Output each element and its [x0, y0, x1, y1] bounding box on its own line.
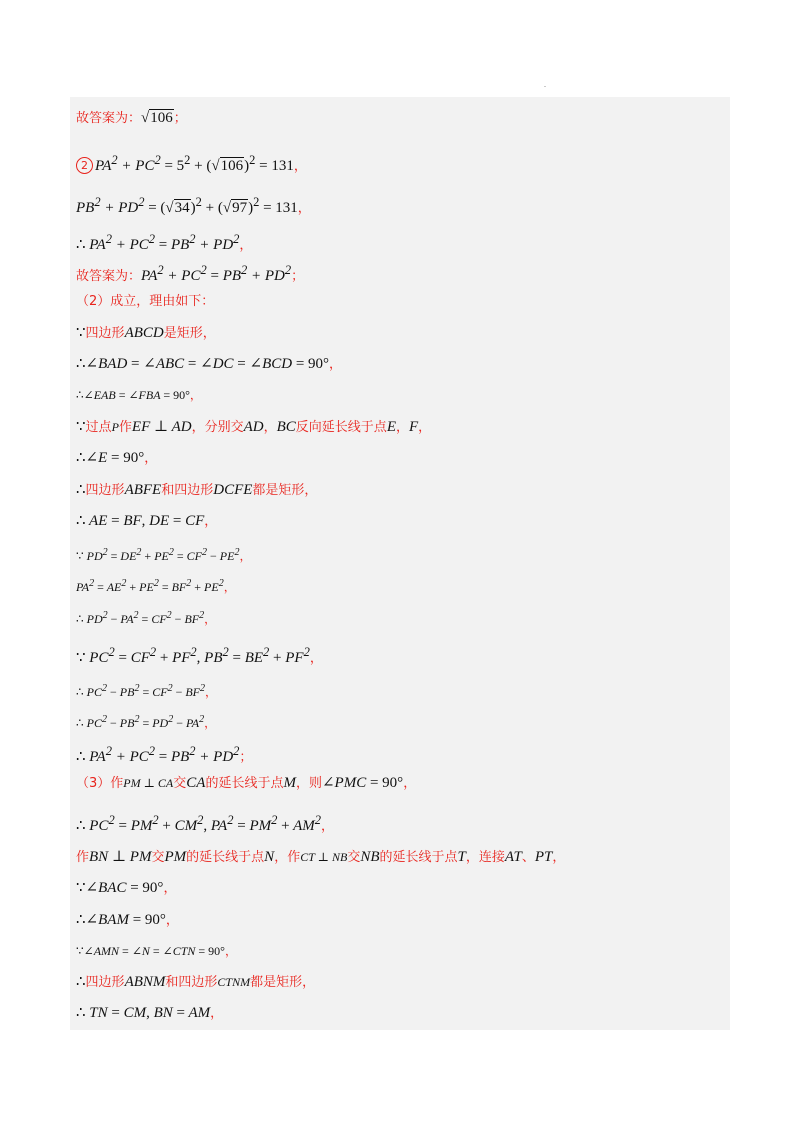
solution-line: ∴ $PC^2 = PM^2 + CM^2$, $PA^2 = PM^2 + AM^2$， — [76, 813, 334, 834]
solution-line: ∵过点P作EF ⊥ AD，分别交AD，BC反向延长线于点E，F， — [76, 419, 432, 435]
solution-line: ∴ $PD^2 - PA^2 = CF^2 - BF^2$， — [76, 610, 217, 626]
solution-line: ∴ $PA^2 + PC^2 = PB^2 + PD^2$； — [76, 744, 253, 765]
solution-line: ∴ $PA^2 + PC^2 = PB^2 + PD^2$， — [76, 232, 253, 253]
solution-line: ∴ TN = CM, BN = AM， — [76, 1005, 224, 1021]
solution-line: ∴∠EAB = ∠FBA = 90°， — [76, 388, 202, 402]
solution-line: （3）作PM ⊥ CA交CA的延长线于点M，则∠PMC = 90°， — [76, 775, 417, 791]
solution-line: 故答案为：$PA^2 + PC^2 = PB^2 + PD^2$； — [76, 263, 305, 284]
solution-line: ∴ $PC^2 - PB^2 = CF^2 - BF^2$， — [76, 683, 218, 699]
solution-panel — [70, 97, 730, 1030]
page-mark: . — [544, 80, 546, 89]
solution-line: ∴ AE = BF, DE = CF， — [76, 513, 218, 529]
solution-line: ∵∠AMN = ∠N = ∠CTN = 90°， — [76, 944, 237, 958]
solution-line: $PB^2 + PD^2 = (√34)^2 + (√97)^2 = 131$， — [76, 195, 311, 216]
solution-line: ∴四边形ABNM和四边形CTNM都是矩形， — [76, 974, 316, 990]
solution-line: ∴∠BAM = 90°， — [76, 912, 179, 928]
solution-line: 2 $PA^2 + PC^2 = 5^2 + (√106)^2 = 131$， — [76, 149, 307, 178]
solution-line: ∴四边形ABFE和四边形DCFE都是矩形， — [76, 482, 318, 498]
solution-line: 作BN ⊥ PM交PM的延长线于点N，作CT ⊥ NB交NB的延长线于点T，连接AT、PT， — [76, 849, 566, 865]
solution-line: ∴∠BAD = ∠ABC = ∠DC = ∠BCD = 90°， — [76, 356, 343, 372]
solution-line: ∵∠BAC = 90°， — [76, 880, 177, 896]
solution-line: ∵四边形ABCD是矩形， — [76, 325, 216, 341]
solution-line: ∴ $PC^2 - PB^2 = PD^2 - PA^2$， — [76, 714, 217, 730]
solution-line: $PA^2 = AE^2 + PE^2 = BF^2 + PE^2$， — [76, 578, 236, 594]
solution-line: ∵ $PD^2 = DE^2 + PE^2 = CF^2 - PE^2$， — [76, 547, 252, 563]
solution-line: （2）成立，理由如下： — [76, 294, 215, 309]
solution-line: 故答案为：√106； — [76, 110, 187, 126]
solution-line: ∴∠E = 90°， — [76, 450, 158, 466]
solution-line: ∵ $PC^2 = CF^2 + PF^2$, $PB^2 = BE^2 + PF^2$， — [76, 645, 323, 666]
